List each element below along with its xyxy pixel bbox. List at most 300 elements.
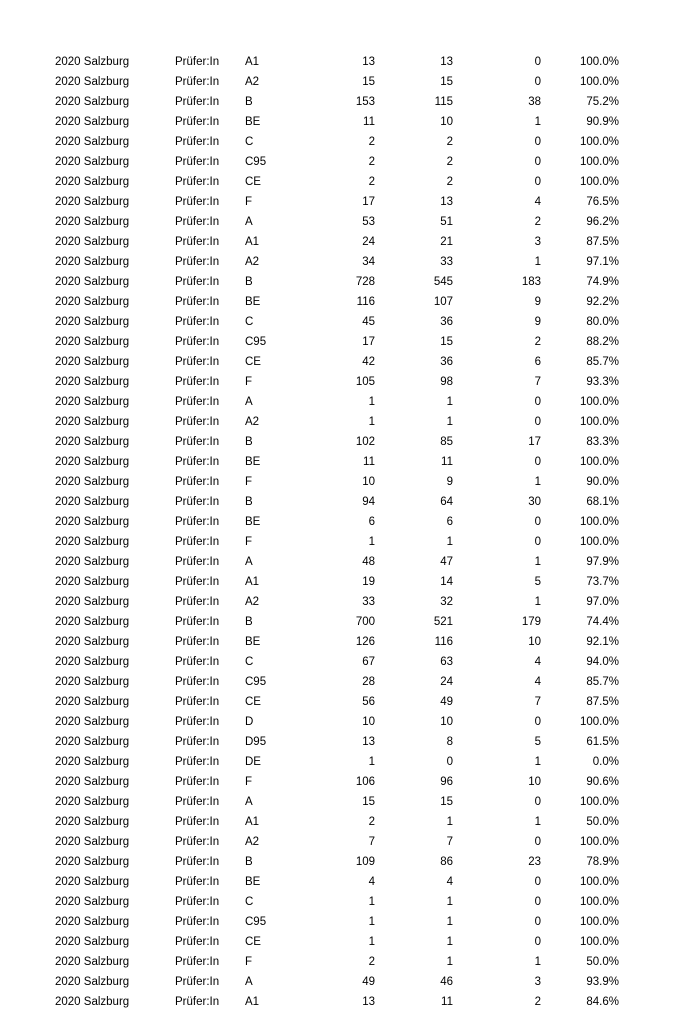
cell-fail: 4 bbox=[534, 676, 541, 688]
table-row bbox=[55, 432, 619, 452]
cell-rate: 100.0% bbox=[579, 876, 619, 888]
cell-region: 2020 Salzburg bbox=[55, 856, 130, 868]
cell-fail: 23 bbox=[528, 856, 541, 868]
cell-rate: 68.1% bbox=[586, 496, 619, 508]
cell-rate: 87.5% bbox=[586, 696, 619, 708]
cell-rate: 88.2% bbox=[586, 336, 619, 348]
cell-fail: 1 bbox=[534, 256, 541, 268]
cell-role: Prüfer:In bbox=[175, 676, 220, 688]
cell-total: 17 bbox=[362, 336, 375, 348]
cell-role: Prüfer:In bbox=[175, 176, 220, 188]
cell-pass: 33 bbox=[440, 256, 453, 268]
cell-total: 1 bbox=[368, 536, 375, 548]
cell-region: 2020 Salzburg bbox=[55, 876, 130, 888]
cell-role: Prüfer:In bbox=[175, 996, 220, 1008]
table-row bbox=[55, 852, 619, 872]
cell-fail: 2 bbox=[534, 996, 541, 1008]
table-row bbox=[55, 892, 619, 912]
table-row bbox=[55, 832, 619, 852]
cell-pass: 116 bbox=[434, 636, 453, 648]
cell-class: C bbox=[245, 136, 254, 148]
cell-region: 2020 Salzburg bbox=[55, 936, 130, 948]
cell-class: F bbox=[245, 196, 253, 208]
cell-region: 2020 Salzburg bbox=[55, 596, 130, 608]
cell-fail: 2 bbox=[534, 336, 541, 348]
cell-pass: 10 bbox=[440, 116, 453, 128]
table-row bbox=[55, 212, 619, 232]
cell-rate: 97.1% bbox=[586, 256, 619, 268]
cell-rate: 61.5% bbox=[586, 736, 619, 748]
cell-role: Prüfer:In bbox=[175, 316, 220, 328]
table-row bbox=[55, 352, 619, 372]
cell-fail: 10 bbox=[528, 776, 541, 788]
cell-total: 11 bbox=[363, 116, 375, 128]
cell-region: 2020 Salzburg bbox=[55, 576, 130, 588]
cell-rate: 100.0% bbox=[579, 936, 619, 948]
cell-class: A2 bbox=[245, 836, 260, 848]
cell-region: 2020 Salzburg bbox=[55, 896, 130, 908]
table-row bbox=[55, 512, 619, 532]
cell-pass: 6 bbox=[446, 516, 453, 528]
cell-rate: 100.0% bbox=[579, 796, 619, 808]
cell-pass: 13 bbox=[440, 56, 453, 68]
cell-class: D bbox=[245, 716, 254, 728]
table-row bbox=[55, 672, 619, 692]
cell-total: 7 bbox=[368, 836, 375, 848]
cell-total: 19 bbox=[362, 576, 375, 588]
cell-total: 106 bbox=[355, 776, 375, 788]
cell-total: 116 bbox=[356, 296, 375, 308]
cell-total: 11 bbox=[363, 456, 375, 468]
cell-rate: 90.9% bbox=[586, 116, 619, 128]
cell-class: A2 bbox=[245, 76, 260, 88]
cell-pass: 9 bbox=[446, 476, 453, 488]
cell-role: Prüfer:In bbox=[175, 936, 220, 948]
cell-rate: 100.0% bbox=[579, 516, 619, 528]
cell-role: Prüfer:In bbox=[175, 556, 220, 568]
cell-fail: 1 bbox=[534, 596, 541, 608]
cell-pass: 47 bbox=[440, 556, 453, 568]
cell-region: 2020 Salzburg bbox=[55, 116, 130, 128]
cell-total: 153 bbox=[355, 96, 375, 108]
cell-rate: 100.0% bbox=[579, 136, 619, 148]
cell-pass: 1 bbox=[446, 416, 453, 428]
cell-class: BE bbox=[245, 116, 261, 128]
cell-region: 2020 Salzburg bbox=[55, 956, 130, 968]
cell-pass: 15 bbox=[440, 796, 453, 808]
cell-total: 13 bbox=[362, 56, 375, 68]
cell-total: 700 bbox=[355, 616, 375, 628]
cell-region: 2020 Salzburg bbox=[55, 376, 130, 388]
cell-fail: 0 bbox=[534, 456, 541, 468]
cell-class: DE bbox=[245, 756, 261, 768]
table-row bbox=[55, 292, 619, 312]
cell-region: 2020 Salzburg bbox=[55, 656, 130, 668]
cell-total: 15 bbox=[362, 796, 375, 808]
cell-region: 2020 Salzburg bbox=[55, 136, 130, 148]
cell-total: 24 bbox=[362, 236, 375, 248]
cell-pass: 1 bbox=[446, 896, 453, 908]
cell-fail: 179 bbox=[521, 616, 541, 628]
cell-pass: 21 bbox=[440, 236, 453, 248]
cell-pass: 11 bbox=[441, 996, 453, 1008]
cell-total: 2 bbox=[368, 956, 375, 968]
cell-role: Prüfer:In bbox=[175, 536, 220, 548]
table-row bbox=[55, 612, 619, 632]
table-row bbox=[55, 792, 619, 812]
cell-class: C bbox=[245, 896, 254, 908]
cell-role: Prüfer:In bbox=[175, 516, 220, 528]
cell-region: 2020 Salzburg bbox=[55, 516, 130, 528]
cell-role: Prüfer:In bbox=[175, 56, 220, 68]
cell-class: A bbox=[245, 556, 253, 568]
cell-region: 2020 Salzburg bbox=[55, 336, 130, 348]
table-row bbox=[55, 412, 619, 432]
cell-pass: 521 bbox=[433, 616, 453, 628]
cell-fail: 9 bbox=[534, 316, 541, 328]
table-row bbox=[55, 252, 619, 272]
cell-class: A1 bbox=[245, 996, 260, 1008]
cell-region: 2020 Salzburg bbox=[55, 536, 130, 548]
cell-class: BE bbox=[245, 296, 261, 308]
cell-pass: 11 bbox=[441, 456, 453, 468]
cell-pass: 7 bbox=[446, 836, 453, 848]
cell-fail: 0 bbox=[534, 716, 541, 728]
cell-total: 2 bbox=[368, 176, 375, 188]
cell-class: A bbox=[245, 976, 253, 988]
cell-role: Prüfer:In bbox=[175, 196, 220, 208]
table-row bbox=[55, 472, 619, 492]
cell-rate: 74.9% bbox=[586, 276, 619, 288]
table-row bbox=[55, 52, 619, 72]
cell-class: F bbox=[245, 956, 253, 968]
cell-role: Prüfer:In bbox=[175, 116, 220, 128]
cell-region: 2020 Salzburg bbox=[55, 836, 130, 848]
cell-region: 2020 Salzburg bbox=[55, 256, 130, 268]
cell-class: C bbox=[245, 316, 254, 328]
cell-class: CE bbox=[245, 356, 261, 368]
cell-rate: 100.0% bbox=[579, 896, 619, 908]
cell-role: Prüfer:In bbox=[175, 796, 220, 808]
cell-total: 109 bbox=[355, 856, 375, 868]
cell-total: 42 bbox=[362, 356, 375, 368]
cell-role: Prüfer:In bbox=[175, 836, 220, 848]
cell-role: Prüfer:In bbox=[175, 396, 220, 408]
cell-region: 2020 Salzburg bbox=[55, 196, 130, 208]
cell-class: A2 bbox=[245, 256, 260, 268]
cell-pass: 545 bbox=[433, 276, 453, 288]
cell-fail: 0 bbox=[534, 156, 541, 168]
cell-role: Prüfer:In bbox=[175, 816, 220, 828]
table-row bbox=[55, 332, 619, 352]
cell-total: 2 bbox=[368, 136, 375, 148]
cell-total: 53 bbox=[362, 216, 375, 228]
table-row bbox=[55, 652, 619, 672]
cell-role: Prüfer:In bbox=[175, 576, 220, 588]
cell-role: Prüfer:In bbox=[175, 416, 220, 428]
cell-total: 1 bbox=[368, 896, 375, 908]
cell-fail: 0 bbox=[534, 916, 541, 928]
cell-total: 4 bbox=[368, 876, 375, 888]
cell-class: A bbox=[245, 396, 253, 408]
cell-fail: 1 bbox=[534, 816, 541, 828]
cell-pass: 32 bbox=[440, 596, 453, 608]
cell-role: Prüfer:In bbox=[175, 276, 220, 288]
cell-pass: 15 bbox=[440, 76, 453, 88]
cell-total: 13 bbox=[362, 736, 375, 748]
cell-rate: 83.3% bbox=[586, 436, 619, 448]
table-row bbox=[55, 532, 619, 552]
cell-class: B bbox=[245, 496, 253, 508]
cell-fail: 3 bbox=[534, 236, 541, 248]
cell-role: Prüfer:In bbox=[175, 256, 220, 268]
cell-region: 2020 Salzburg bbox=[55, 816, 130, 828]
cell-fail: 17 bbox=[528, 436, 541, 448]
cell-pass: 2 bbox=[446, 136, 453, 148]
cell-class: C95 bbox=[245, 676, 267, 688]
cell-class: F bbox=[245, 536, 253, 548]
cell-role: Prüfer:In bbox=[175, 756, 220, 768]
cell-rate: 100.0% bbox=[579, 716, 619, 728]
cell-region: 2020 Salzburg bbox=[55, 736, 130, 748]
cell-role: Prüfer:In bbox=[175, 916, 220, 928]
cell-fail: 5 bbox=[534, 736, 541, 748]
table-row bbox=[55, 772, 619, 792]
cell-pass: 1 bbox=[446, 916, 453, 928]
cell-fail: 0 bbox=[534, 136, 541, 148]
cell-class: B bbox=[245, 96, 253, 108]
cell-fail: 1 bbox=[534, 756, 541, 768]
cell-pass: 24 bbox=[440, 676, 453, 688]
cell-fail: 183 bbox=[521, 276, 541, 288]
cell-region: 2020 Salzburg bbox=[55, 96, 130, 108]
cell-rate: 78.9% bbox=[586, 856, 619, 868]
cell-class: BE bbox=[245, 636, 261, 648]
cell-rate: 92.2% bbox=[586, 296, 619, 308]
cell-total: 105 bbox=[355, 376, 375, 388]
table-body bbox=[55, 52, 619, 1012]
cell-region: 2020 Salzburg bbox=[55, 916, 130, 928]
cell-role: Prüfer:In bbox=[175, 956, 220, 968]
cell-total: 48 bbox=[362, 556, 375, 568]
cell-fail: 0 bbox=[534, 936, 541, 948]
table-row bbox=[55, 752, 619, 772]
table-row bbox=[55, 132, 619, 152]
cell-class: CE bbox=[245, 696, 261, 708]
cell-role: Prüfer:In bbox=[175, 616, 220, 628]
cell-pass: 10 bbox=[440, 716, 453, 728]
cell-region: 2020 Salzburg bbox=[55, 756, 130, 768]
cell-region: 2020 Salzburg bbox=[55, 396, 130, 408]
cell-pass: 13 bbox=[440, 196, 453, 208]
cell-fail: 0 bbox=[534, 56, 541, 68]
cell-region: 2020 Salzburg bbox=[55, 676, 130, 688]
cell-role: Prüfer:In bbox=[175, 336, 220, 348]
cell-fail: 0 bbox=[534, 876, 541, 888]
cell-fail: 0 bbox=[534, 516, 541, 528]
cell-rate: 75.2% bbox=[586, 96, 619, 108]
cell-pass: 51 bbox=[440, 216, 453, 228]
cell-class: A bbox=[245, 216, 253, 228]
table-row bbox=[55, 812, 619, 832]
cell-class: B bbox=[245, 436, 253, 448]
cell-fail: 3 bbox=[534, 976, 541, 988]
cell-rate: 85.7% bbox=[586, 676, 619, 688]
cell-pass: 36 bbox=[440, 356, 453, 368]
cell-total: 13 bbox=[362, 996, 375, 1008]
cell-class: CE bbox=[245, 176, 261, 188]
cell-total: 10 bbox=[362, 716, 375, 728]
cell-region: 2020 Salzburg bbox=[55, 776, 130, 788]
cell-rate: 100.0% bbox=[579, 916, 619, 928]
cell-region: 2020 Salzburg bbox=[55, 76, 130, 88]
cell-role: Prüfer:In bbox=[175, 976, 220, 988]
cell-fail: 1 bbox=[534, 476, 541, 488]
cell-rate: 96.2% bbox=[586, 216, 619, 228]
cell-total: 17 bbox=[362, 196, 375, 208]
table-row bbox=[55, 192, 619, 212]
cell-pass: 107 bbox=[433, 296, 453, 308]
cell-rate: 50.0% bbox=[586, 956, 619, 968]
table-row bbox=[55, 312, 619, 332]
cell-pass: 2 bbox=[446, 156, 453, 168]
cell-rate: 85.7% bbox=[586, 356, 619, 368]
cell-total: 6 bbox=[368, 516, 375, 528]
cell-fail: 0 bbox=[534, 896, 541, 908]
cell-fail: 4 bbox=[534, 656, 541, 668]
table-row bbox=[55, 952, 619, 972]
cell-role: Prüfer:In bbox=[175, 456, 220, 468]
table-row bbox=[55, 272, 619, 292]
table-row bbox=[55, 872, 619, 892]
cell-pass: 64 bbox=[440, 496, 453, 508]
cell-region: 2020 Salzburg bbox=[55, 236, 130, 248]
cell-region: 2020 Salzburg bbox=[55, 636, 130, 648]
table-row bbox=[55, 92, 619, 112]
cell-role: Prüfer:In bbox=[175, 696, 220, 708]
cell-pass: 98 bbox=[440, 376, 453, 388]
cell-fail: 7 bbox=[534, 376, 541, 388]
cell-role: Prüfer:In bbox=[175, 76, 220, 88]
cell-class: D95 bbox=[245, 736, 267, 748]
cell-rate: 80.0% bbox=[586, 316, 619, 328]
cell-pass: 4 bbox=[446, 876, 453, 888]
cell-class: A1 bbox=[245, 576, 260, 588]
cell-role: Prüfer:In bbox=[175, 156, 220, 168]
cell-total: 15 bbox=[362, 76, 375, 88]
cell-total: 28 bbox=[362, 676, 375, 688]
table-row bbox=[55, 232, 619, 252]
table-row bbox=[55, 492, 619, 512]
cell-class: C95 bbox=[245, 336, 267, 348]
cell-rate: 90.6% bbox=[586, 776, 619, 788]
cell-rate: 100.0% bbox=[579, 536, 619, 548]
cell-region: 2020 Salzburg bbox=[55, 176, 130, 188]
table-row bbox=[55, 552, 619, 572]
cell-pass: 8 bbox=[446, 736, 453, 748]
table-row bbox=[55, 992, 619, 1012]
cell-role: Prüfer:In bbox=[175, 656, 220, 668]
cell-role: Prüfer:In bbox=[175, 636, 220, 648]
cell-role: Prüfer:In bbox=[175, 776, 220, 788]
cell-class: A1 bbox=[245, 816, 260, 828]
cell-fail: 0 bbox=[534, 396, 541, 408]
cell-total: 126 bbox=[355, 636, 375, 648]
cell-pass: 15 bbox=[440, 336, 453, 348]
table-row bbox=[55, 712, 619, 732]
cell-role: Prüfer:In bbox=[175, 736, 220, 748]
cell-total: 33 bbox=[362, 596, 375, 608]
cell-fail: 5 bbox=[534, 576, 541, 588]
cell-class: BE bbox=[245, 516, 261, 528]
cell-fail: 30 bbox=[528, 496, 541, 508]
cell-role: Prüfer:In bbox=[175, 856, 220, 868]
cell-region: 2020 Salzburg bbox=[55, 356, 130, 368]
cell-total: 1 bbox=[368, 756, 375, 768]
cell-rate: 94.0% bbox=[586, 656, 619, 668]
cell-rate: 87.5% bbox=[586, 236, 619, 248]
cell-fail: 0 bbox=[534, 176, 541, 188]
cell-class: F bbox=[245, 476, 253, 488]
cell-role: Prüfer:In bbox=[175, 596, 220, 608]
cell-pass: 85 bbox=[440, 436, 453, 448]
cell-region: 2020 Salzburg bbox=[55, 976, 130, 988]
cell-role: Prüfer:In bbox=[175, 716, 220, 728]
cell-fail: 0 bbox=[534, 76, 541, 88]
cell-total: 1 bbox=[368, 396, 375, 408]
cell-role: Prüfer:In bbox=[175, 876, 220, 888]
cell-rate: 100.0% bbox=[579, 156, 619, 168]
cell-pass: 86 bbox=[440, 856, 453, 868]
cell-pass: 0 bbox=[446, 756, 453, 768]
cell-fail: 10 bbox=[528, 636, 541, 648]
cell-role: Prüfer:In bbox=[175, 476, 220, 488]
cell-rate: 93.9% bbox=[586, 976, 619, 988]
cell-rate: 92.1% bbox=[586, 636, 619, 648]
cell-rate: 100.0% bbox=[579, 836, 619, 848]
cell-region: 2020 Salzburg bbox=[55, 296, 130, 308]
table-row bbox=[55, 72, 619, 92]
table-row bbox=[55, 172, 619, 192]
cell-pass: 96 bbox=[440, 776, 453, 788]
cell-class: BE bbox=[245, 876, 261, 888]
cell-fail: 6 bbox=[534, 356, 541, 368]
cell-class: B bbox=[245, 856, 253, 868]
cell-rate: 100.0% bbox=[579, 396, 619, 408]
cell-fail: 2 bbox=[534, 216, 541, 228]
cell-fail: 4 bbox=[534, 196, 541, 208]
cell-pass: 36 bbox=[440, 316, 453, 328]
cell-total: 56 bbox=[362, 696, 375, 708]
cell-total: 2 bbox=[368, 816, 375, 828]
table-row bbox=[55, 632, 619, 652]
cell-rate: 74.4% bbox=[586, 616, 619, 628]
cell-class: B bbox=[245, 616, 253, 628]
table-row bbox=[55, 592, 619, 612]
cell-region: 2020 Salzburg bbox=[55, 696, 130, 708]
cell-rate: 0.0% bbox=[592, 756, 619, 768]
table-row bbox=[55, 372, 619, 392]
table-row bbox=[55, 112, 619, 132]
cell-total: 34 bbox=[362, 256, 375, 268]
cell-total: 67 bbox=[362, 656, 375, 668]
cell-class: B bbox=[245, 276, 253, 288]
cell-role: Prüfer:In bbox=[175, 376, 220, 388]
cell-region: 2020 Salzburg bbox=[55, 436, 130, 448]
cell-region: 2020 Salzburg bbox=[55, 156, 130, 168]
cell-region: 2020 Salzburg bbox=[55, 996, 130, 1008]
cell-fail: 0 bbox=[534, 536, 541, 548]
